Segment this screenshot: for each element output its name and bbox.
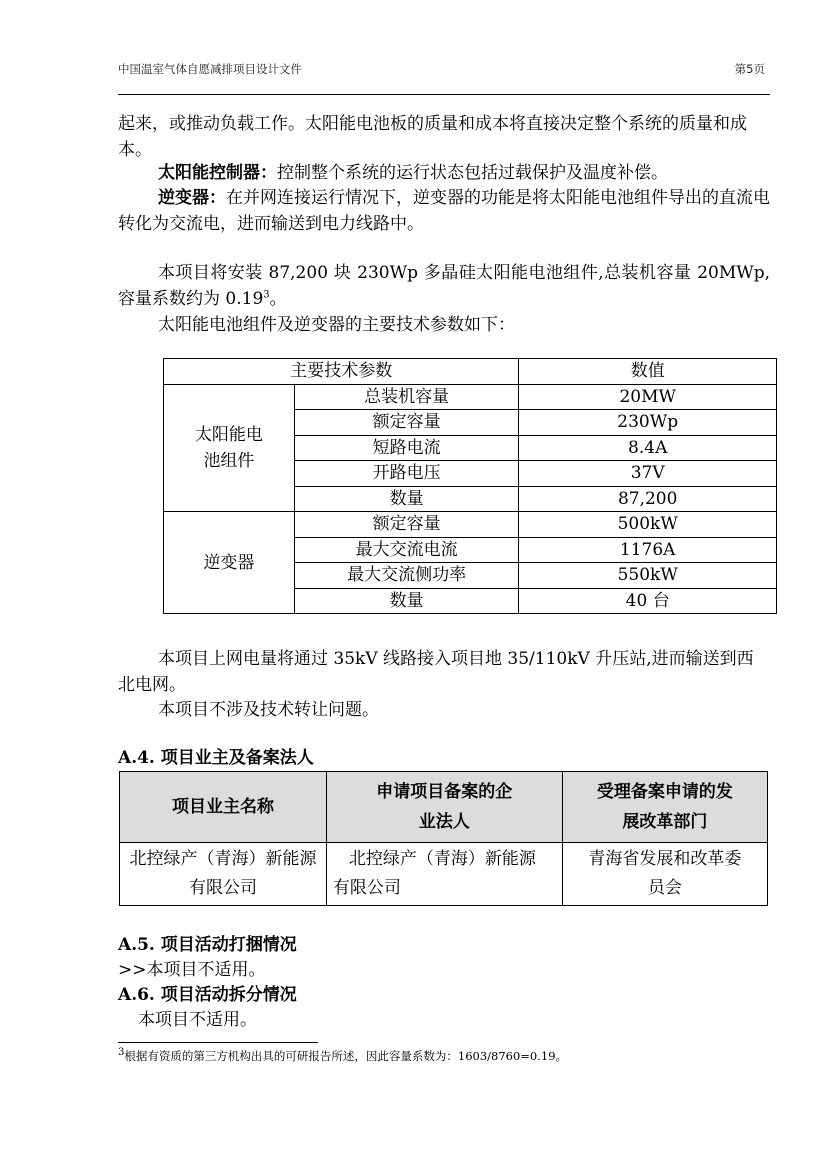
approval-dept-cell — [562, 843, 767, 906]
document-title: 中国温室气体自愿减排项目设计文件 — [118, 62, 302, 76]
install-end: 。 — [269, 289, 287, 309]
page-number: 第5页 — [734, 62, 765, 76]
inverter-group-label: 逆变器 — [164, 512, 295, 614]
tech-transfer-paragraph: 本项目不涉及技术转让问题。 — [158, 700, 379, 720]
footnote — [118, 1048, 567, 1064]
legal-entity-header-text: 申请项目备案的企业法人 — [376, 782, 513, 832]
param-name: 短路电流 — [294, 435, 519, 461]
controller-text: 控制整个系统的运行状态包括过载保护及温度补偿。 — [277, 163, 668, 183]
param-value: 37V — [519, 461, 777, 487]
legal-entity-header — [326, 772, 562, 843]
param-value: 8.4A — [519, 435, 777, 461]
inverter-label: 逆变器： — [158, 188, 226, 208]
param-name: 最大交流侧功率 — [294, 563, 519, 589]
section-a4-title: A.4. 项目业主及备案法人 — [118, 748, 314, 768]
inverter-paragraph — [118, 185, 770, 237]
param-value: 230Wp — [519, 410, 777, 436]
section-a6-text: 本项目不适用。 — [138, 1010, 257, 1030]
controller-label: 太阳能控制器： — [158, 163, 277, 183]
table-row — [164, 359, 777, 385]
header-param: 主要技术参数 — [164, 359, 519, 385]
section-a5-title: A.5. 项目活动打捆情况 — [118, 935, 297, 955]
params-intro: 太阳能电池组件及逆变器的主要技术参数如下： — [158, 315, 515, 335]
page-header — [118, 57, 769, 79]
legal-entity-cell — [326, 843, 562, 906]
footnote-mark: 3 — [118, 1047, 125, 1059]
table-row — [164, 512, 777, 538]
param-value: 500kW — [519, 512, 777, 538]
param-value: 20MW — [519, 384, 777, 410]
install-paragraph — [118, 260, 770, 312]
param-value: 1176A — [519, 537, 777, 563]
param-name: 额定容量 — [294, 410, 519, 436]
param-name: 开路电压 — [294, 461, 519, 487]
approval-dept-text: 青海省发展和改革委员会 — [588, 849, 742, 898]
inverter-text: 在并网连接运行情况下，逆变器的功能是将太阳能电池组件导出的直流电转化为交流电，进而输送到电力线路中。 — [118, 188, 770, 234]
owner-name-header: 项目业主名称 — [120, 772, 327, 843]
footnote-divider — [118, 1042, 318, 1043]
param-name: 数量 — [294, 588, 519, 614]
param-name: 最大交流电流 — [294, 537, 519, 563]
grid-paragraph: 本项目上网电量将通过 35kV 线路接入项目地 35/110kV 升压站,进而输送到西北电网。 — [118, 649, 754, 695]
module-group-cell — [164, 384, 295, 512]
owner-name-text: 北控绿产（青海）新能源有限公司 — [129, 849, 317, 898]
install-text: 本项目将安装 87,200 块 230Wp 多晶硅太阳能电池组件,总装机容量 20MWp, 容量系数约为 0.19 — [118, 263, 770, 309]
section-a5-text: >>本项目不适用。 — [118, 960, 266, 980]
table-row — [164, 384, 777, 410]
param-name: 数量 — [294, 486, 519, 512]
owner-name-cell — [120, 843, 327, 906]
footnote-text: 根据有资质的第三方机构出具的可研报告所述，因此容量系数为：1603/8760=0.19。 — [124, 1049, 568, 1063]
param-value: 550kW — [519, 563, 777, 589]
param-name: 额定容量 — [294, 512, 519, 538]
approval-dept-header — [562, 772, 767, 843]
footnote-ref: 3 — [263, 289, 270, 301]
paragraph-continuation: 起来，或推动负载工作。太阳能电池板的质量和成本将直接决定整个系统的质量和成本。 — [118, 114, 747, 160]
approval-dept-header-text: 受理备案申请的发展改革部门 — [596, 782, 733, 832]
param-value: 87,200 — [519, 486, 777, 512]
header-divider — [118, 94, 770, 95]
param-name: 总装机容量 — [294, 384, 519, 410]
param-value: 40 台 — [519, 588, 777, 614]
table-row — [120, 843, 768, 906]
section-a6-title: A.6. 项目活动拆分情况 — [118, 985, 297, 1005]
legal-entity-text: 北控绿产（青海）新能源有限公司 — [332, 849, 536, 898]
controller-paragraph — [118, 160, 770, 186]
module-group-label: 太阳能电池组件 — [194, 424, 263, 471]
owner-table — [119, 771, 768, 906]
tech-params-table — [163, 358, 777, 614]
header-value: 数值 — [519, 359, 777, 385]
table-row — [120, 772, 768, 843]
